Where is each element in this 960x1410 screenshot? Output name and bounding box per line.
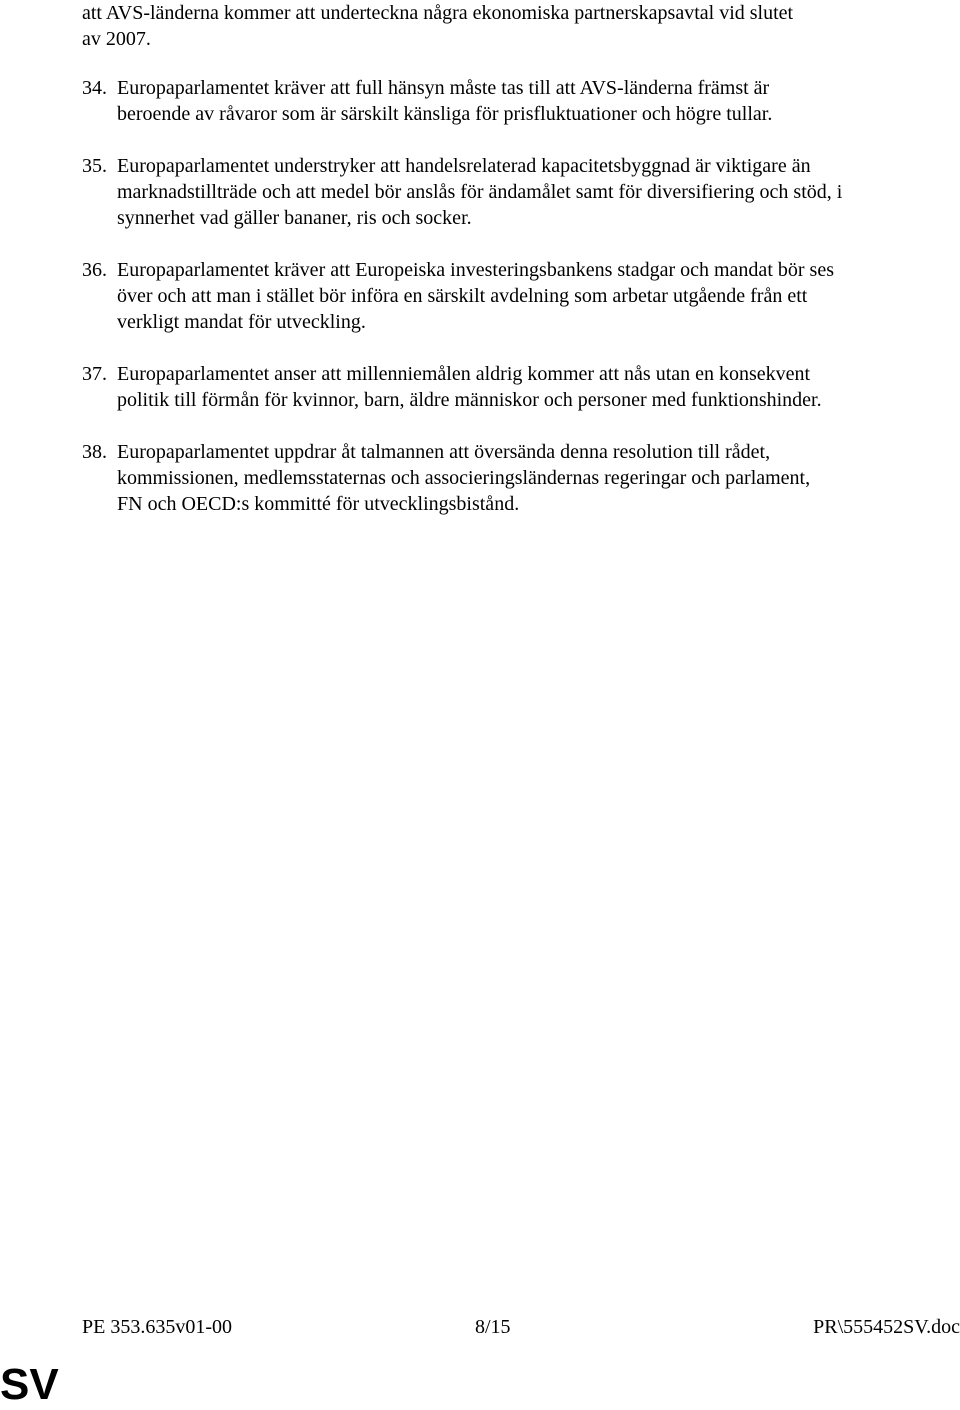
paragraph-line: Europaparlamentet kräver att full hänsyn måste tas till att AVS-länderna främst är xyxy=(117,77,770,99)
paragraph-line: över och att man i stället bör införa en särskilt avdelning som arbetar utgående från ett xyxy=(117,285,808,307)
language-code: SV xyxy=(0,1360,59,1409)
paragraph-line: verkligt mandat för utveckling. xyxy=(117,311,366,333)
page-footer xyxy=(0,1314,960,1340)
paragraph-number: 37. xyxy=(82,363,107,385)
paragraph-continuation xyxy=(82,0,958,52)
paragraph-line: synnerhet vad gäller bananer, ris och socker. xyxy=(117,207,472,229)
paragraph-line: Europaparlamentet kräver att Europeiska investeringsbankens stadgar och mandat bör ses xyxy=(117,259,834,281)
paragraph-35 xyxy=(82,153,958,231)
paragraph-line: Europaparlamentet understryker att handelsrelaterad kapacitetsbyggnad är viktigare än xyxy=(117,155,811,177)
paragraph-number: 36. xyxy=(82,259,107,281)
paragraph-number: 35. xyxy=(82,155,107,177)
paragraph-37 xyxy=(82,361,958,413)
page-number: 8/15 xyxy=(475,1316,511,1338)
paragraph-line: av 2007. xyxy=(82,28,151,50)
paragraph-line: FN och OECD:s kommitté för utvecklingsbistånd. xyxy=(117,493,520,515)
paragraph-line: Europaparlamentet anser att millenniemålen aldrig kommer att nås utan en konsekvent xyxy=(117,363,811,385)
paragraph-36 xyxy=(82,257,958,335)
paragraph-line: marknadstillträde och att medel bör anslås för ändamålet samt för diversifiering och stöd, i xyxy=(117,181,843,203)
document-reference: PE 353.635v01-00 xyxy=(82,1316,232,1338)
paragraph-line: beroende av råvaror som är särskilt känsliga för prisfluktuationer och högre tullar. xyxy=(117,103,773,125)
paragraph-line: kommissionen, medlemsstaternas och associeringsländernas regeringar och parlament, xyxy=(117,467,811,489)
paragraph-34 xyxy=(82,75,958,127)
file-reference: PR\555452SV.doc xyxy=(813,1316,960,1338)
paragraph-number: 38. xyxy=(82,441,107,463)
paragraph-38 xyxy=(82,439,958,517)
paragraph-number: 34. xyxy=(82,77,107,99)
paragraph-line: politik till förmån för kvinnor, barn, äldre människor och personer med funktionshinder. xyxy=(117,389,822,411)
paragraph-line: Europaparlamentet uppdrar åt talmannen att översända denna resolution till rådet, xyxy=(117,441,771,463)
paragraph-line: att AVS-länderna kommer att underteckna några ekonomiska partnerskapsavtal vid slutet xyxy=(82,2,794,24)
